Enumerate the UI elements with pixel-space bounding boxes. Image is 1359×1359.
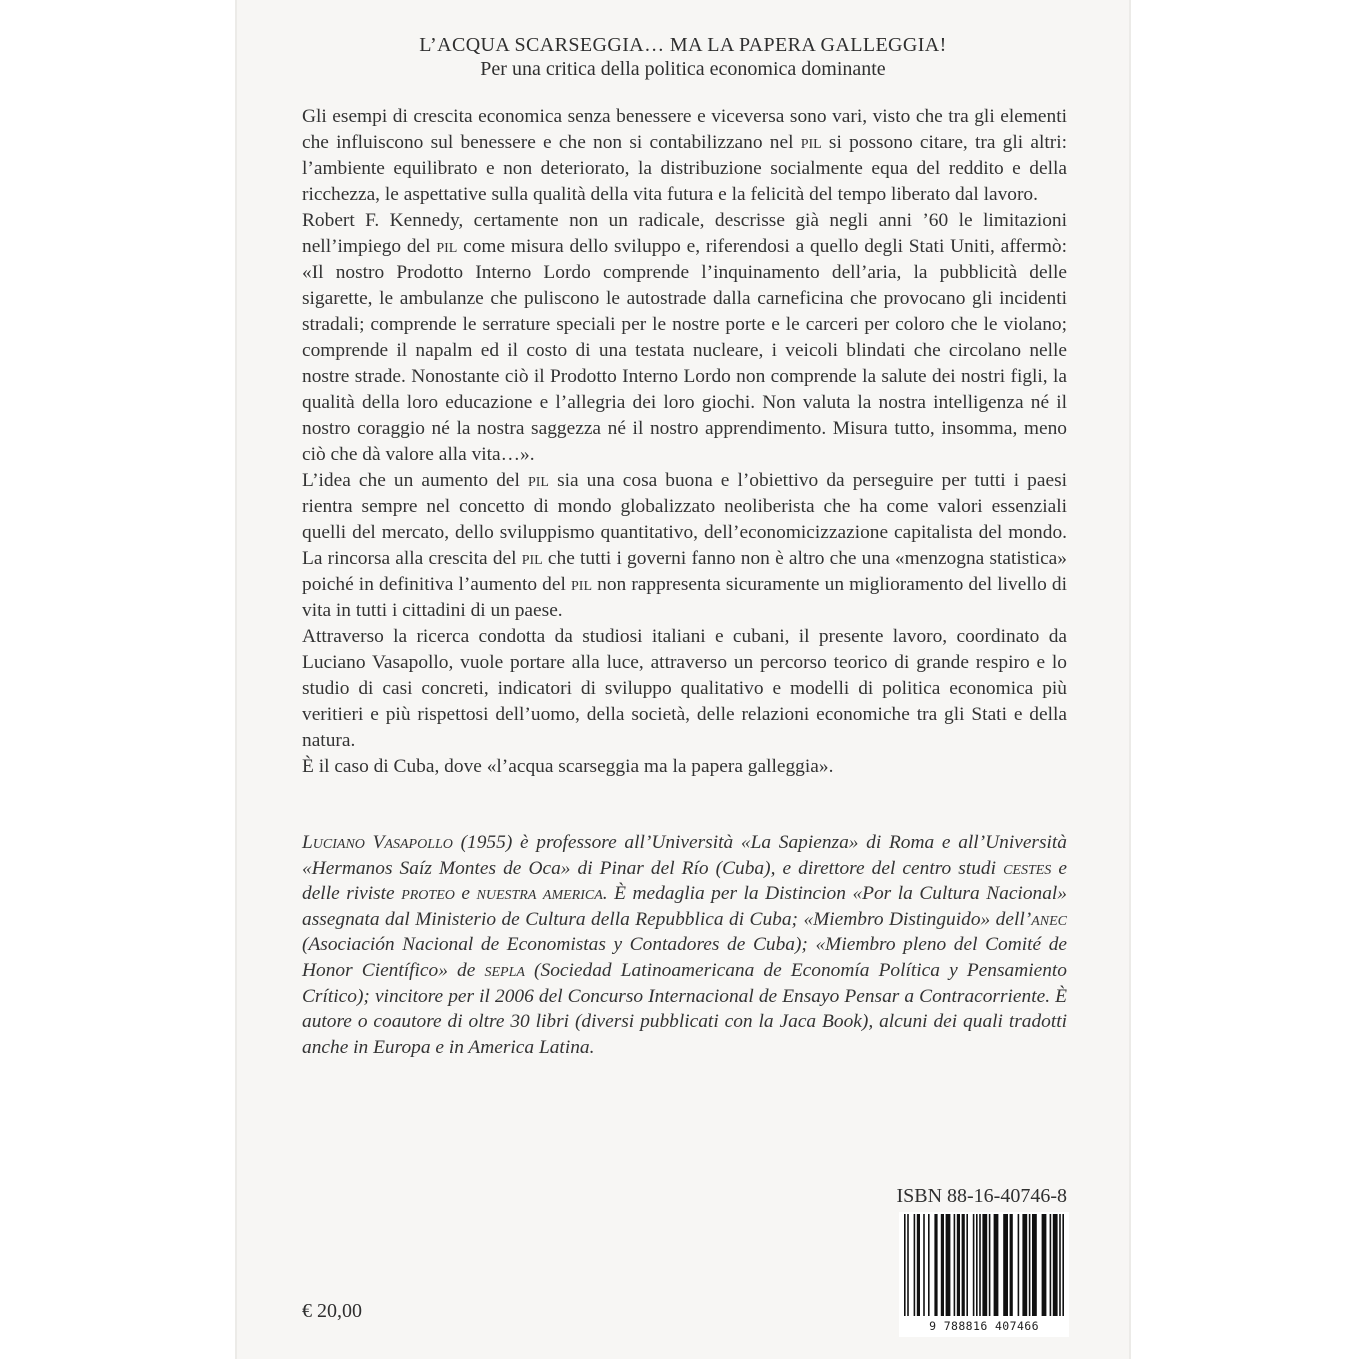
barcode-bar <box>976 1214 978 1316</box>
barcode-bar <box>1018 1214 1020 1316</box>
barcode-bar <box>957 1214 960 1316</box>
book-back-cover <box>235 0 1131 1359</box>
barcode-bar <box>1029 1214 1031 1316</box>
isbn-label: ISBN 88-16-40746-8 <box>896 1185 1067 1207</box>
barcode-bar <box>1050 1214 1052 1316</box>
barcode-bar <box>941 1214 944 1316</box>
blurb-paragraph-1: Gli esempi di crescita economica senza benessere e viceversa sono vari, visto che tra gli elementi che influiscono sul benessere e che non si contabilizzano nel pil si possono citare, tra gli altri: l’ambiente equilibrato e non deteriorato, la distribuzione socialmente equa del reddito e della ricchezza, le aspettative sulla qualità della vita futura e la felicità del tempo liberato dal lavoro. <box>302 106 1067 205</box>
barcode-bar <box>946 1214 951 1316</box>
blurb-text <box>302 104 1067 780</box>
barcode-bar <box>907 1214 909 1316</box>
barcode-bar <box>928 1214 930 1316</box>
cover-edge-left <box>235 0 237 1359</box>
barcode-bar <box>1003 1214 1008 1316</box>
barcode-bar <box>1032 1214 1037 1316</box>
barcode-bar <box>1053 1214 1058 1316</box>
barcode-bar <box>923 1214 925 1316</box>
barcode-bar <box>973 1214 975 1316</box>
barcode <box>899 1212 1069 1337</box>
barcode-bar <box>1059 1214 1061 1316</box>
barcode-bar <box>989 1214 991 1316</box>
barcode-bar <box>954 1214 956 1316</box>
barcode-bar <box>966 1214 968 1316</box>
cover-edge-right <box>1129 0 1131 1359</box>
blurb-paragraph-4: Attraverso la ricerca condotta da studiosi italiani e cubani, il presente lavoro, coordinato da Luciano Vasapollo, vuole portare alla luce, attraverso un percorso teorico di grande respiro e lo studio di casi concreti, indicatori di sviluppo qualitativo e modelli di politica economica più veritieri e più rispettosi dell’uomo, della società, delle relazioni economiche tra gli Stati e della natura. <box>302 626 1067 751</box>
barcode-bar <box>982 1214 987 1316</box>
author-name: Luciano Vasapollo <box>302 832 453 853</box>
barcode-bar <box>962 1214 965 1316</box>
barcode-bar <box>994 1214 999 1316</box>
barcode-digits: 9 788816 407466 <box>929 1319 1039 1333</box>
pil-abbrev: pil <box>800 132 822 153</box>
barcode-bar <box>914 1214 916 1316</box>
barcode-bar <box>979 1214 981 1316</box>
pil-abbrev: pil <box>571 574 592 595</box>
book-title: L’ACQUA SCARSEGGIA… MA LA PAPERA GALLEGGIA! <box>419 34 947 56</box>
pil-abbrev: pil <box>436 236 458 257</box>
barcode-bar <box>917 1214 920 1316</box>
pil-abbrev: pil <box>527 470 549 491</box>
blurb-paragraph-3: L’idea che un aumento del pil sia una cosa buona e l’obiettivo da perseguire per tutti i paesi rientra sempre nel concetto di mondo globalizzato neoliberista che ha come valori essenziali quelli del mercato, dello sviluppismo quantitativo, dell’economicizzazione capitalista del mondo. La rincorsa alla crescita del pil che tutti i governi fanno non è altro che una «menzogna statistica» poiché in definitiva l’aumento del pil non rappresenta sicuramente un miglioramento del livello di vita in tutti i cittadini di un paese. <box>302 470 1068 621</box>
author-bio: Luciano Vasapollo (1955) è professore all’Università «La Sapienza» di Roma e all’Università «Hermanos Saíz Montes de Oca» di Pinar del Río (Cuba), e direttore del centro studi cestes e delle riviste proteo e nuestra america. È medaglia per la Distincion «Por la Cultura Nacional» assegnata dal Ministerio de Cultura della Repubblica di Cuba; «Miembro Distinguido» dell’anec (Asociación Nacional de Economistas y Contadores de Cuba); «Miembro pleno del Comité de Honor Científico» de sepla (Sociedad Latinoamericana de Economía Política y Pensamiento Crítico); vincitore per il 2006 del Concurso Internacional de Ensayo Pensar a Contracorriente. È autore o coautore di oltre 30 libri (diversi pubblicati con la Jaca Book), alcuni dei quali tradotti anche in Europa e in America Latina. <box>302 832 1067 1058</box>
barcode-bar <box>1062 1214 1064 1316</box>
pil-abbrev: pil <box>521 548 543 569</box>
barcode-bar <box>1010 1214 1013 1316</box>
blurb-paragraph-2: Robert F. Kennedy, certamente non un radicale, descrisse già negli anni ’60 le limitazioni nell’impiego del pil come misura dello sviluppo e, riferendosi a quello degli Stati Uniti, affermò: «Il nostro Prodotto Interno Lordo comprende l’inquinamento dell’aria, la pubblicità delle sigarette, le ambulanze che puliscono le autostrade dalla carneficina che provocano gli incidenti stradali; comprende le serrature speciali per le nostre porte e le carceri per coloro che le violano; comprende il napalm ed il costo di una testata nucleare, i veicoli blindati che circolano nelle nostre strade. Nonostante ciò il Prodotto Interno Lordo non comprende la salute dei nostri figli, la qualità della loro educazione e l’allegria dei loro giochi. Non valuta la nostra intelligenza né il nostro coraggio né la nostra saggezza né il nostro apprendimento. Misura tutto, insomma, meno ciò che dà valore alla vita…». <box>302 210 1067 465</box>
barcode-bar <box>904 1214 906 1316</box>
price-label: € 20,00 <box>302 1300 362 1322</box>
barcode-bars <box>899 1212 1069 1318</box>
book-subtitle: Per una critica della politica economica dominante <box>480 58 886 80</box>
blurb-paragraph-5: È il caso di Cuba, dove «l’acqua scarseggia ma la papera galleggia». <box>302 756 834 777</box>
barcode-bar <box>934 1214 937 1316</box>
barcode-bar <box>1042 1214 1047 1316</box>
barcode-bar <box>1022 1214 1027 1316</box>
